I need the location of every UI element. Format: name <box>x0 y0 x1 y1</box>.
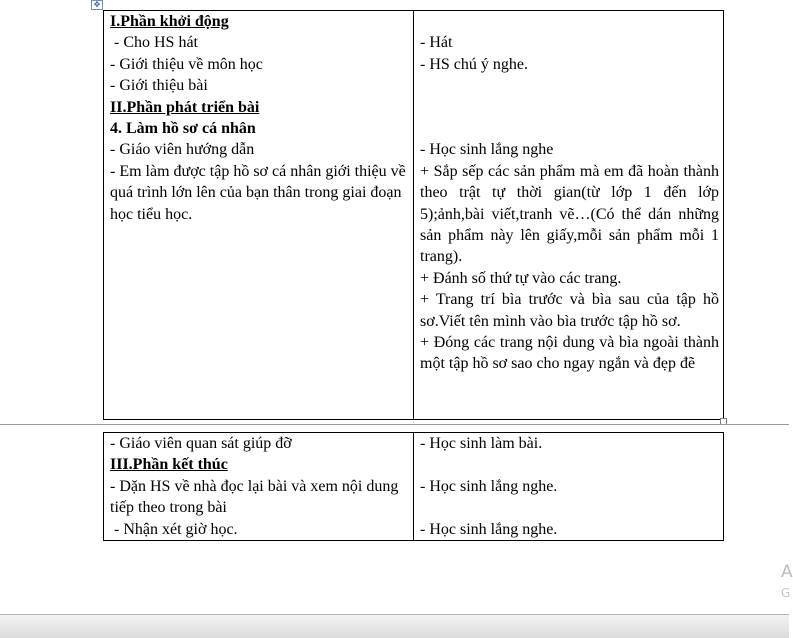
right-cell[interactable] <box>414 11 724 420</box>
blank-line <box>420 11 719 32</box>
left-cell[interactable] <box>104 11 414 420</box>
paragraph: + Đóng các trang nội dung và bìa ngoài thành một tập hồ sơ sao cho ngay ngắn và đẹp đẽ <box>420 334 719 373</box>
blank-line <box>420 497 719 518</box>
list-item: - HS chú ý nghe. <box>420 55 528 73</box>
heading-ket-thuc: III.Phần kết thúc <box>110 456 228 474</box>
paragraph: + Trang trí bìa trước và bìa sau của tập hồ sơ.Viết tên mình vào bìa trước tập hồ sơ. <box>420 291 719 330</box>
list-item: - Học sinh làm bài. <box>420 435 543 452</box>
blank-line <box>420 75 719 96</box>
heading-ho-so: 4. Làm hồ sơ cá nhân <box>110 120 256 138</box>
heading-khoi-dong: I.Phần khởi động <box>110 13 229 30</box>
paragraph: - Dặn HS về nhà đọc lại bài và xem nội dung tiếp theo trong bài <box>110 477 399 517</box>
list-item: - Giáo viên quan sát giúp đỡ <box>110 435 292 452</box>
list-item: - Nhận xét giờ học. <box>114 520 238 538</box>
left-cell[interactable] <box>104 433 414 541</box>
list-item: - Giới thiệu bài <box>110 77 208 95</box>
paragraph: + Sắp sếp các sản phẩm mà em đã hoàn thành theo trật tự thời gian(từ lớp 1 đến lớp 5);ảnh,bài viết,tranh vẽ…(Có thể dán những sản phẩm này lên giấy,mỗi sản phẩm mỗi 1 trang). <box>420 162 719 266</box>
right-cell[interactable] <box>414 433 724 541</box>
list-item: - Cho HS hát <box>114 34 198 52</box>
list-item: - Học sinh lắng nghe <box>420 141 554 159</box>
list-item: - Học sinh lắng nghe. <box>420 520 558 538</box>
list-item: - Hát <box>420 34 453 52</box>
list-item: - Giới thiệu về môn học <box>110 55 263 73</box>
heading-phat-trien: II.Phần phát triển bài <box>110 98 260 116</box>
lesson-table-2 <box>103 432 724 541</box>
list-item: - Giáo viên hướng dẫn <box>110 141 255 159</box>
list-item: + Đánh số thứ tự vào các trang. <box>420 269 622 287</box>
move-cross-icon[interactable]: ✥ <box>91 0 103 10</box>
table-row <box>104 11 724 420</box>
list-item: - Học sinh lắng nghe. <box>420 477 558 495</box>
activation-watermark-sub: G <box>781 586 791 600</box>
blank-line <box>420 97 719 118</box>
blank-line <box>420 118 719 139</box>
lesson-table-1 <box>103 10 724 420</box>
status-bar <box>0 614 789 638</box>
paragraph: - Em làm được tập hồ sơ cá nhân giới thiệu về quá trình lớn lên của bạn thân trong giai đoạn học tiểu học. <box>110 162 406 223</box>
blank-line <box>420 454 719 475</box>
table-row <box>104 433 724 541</box>
activation-watermark: A <box>781 562 793 582</box>
